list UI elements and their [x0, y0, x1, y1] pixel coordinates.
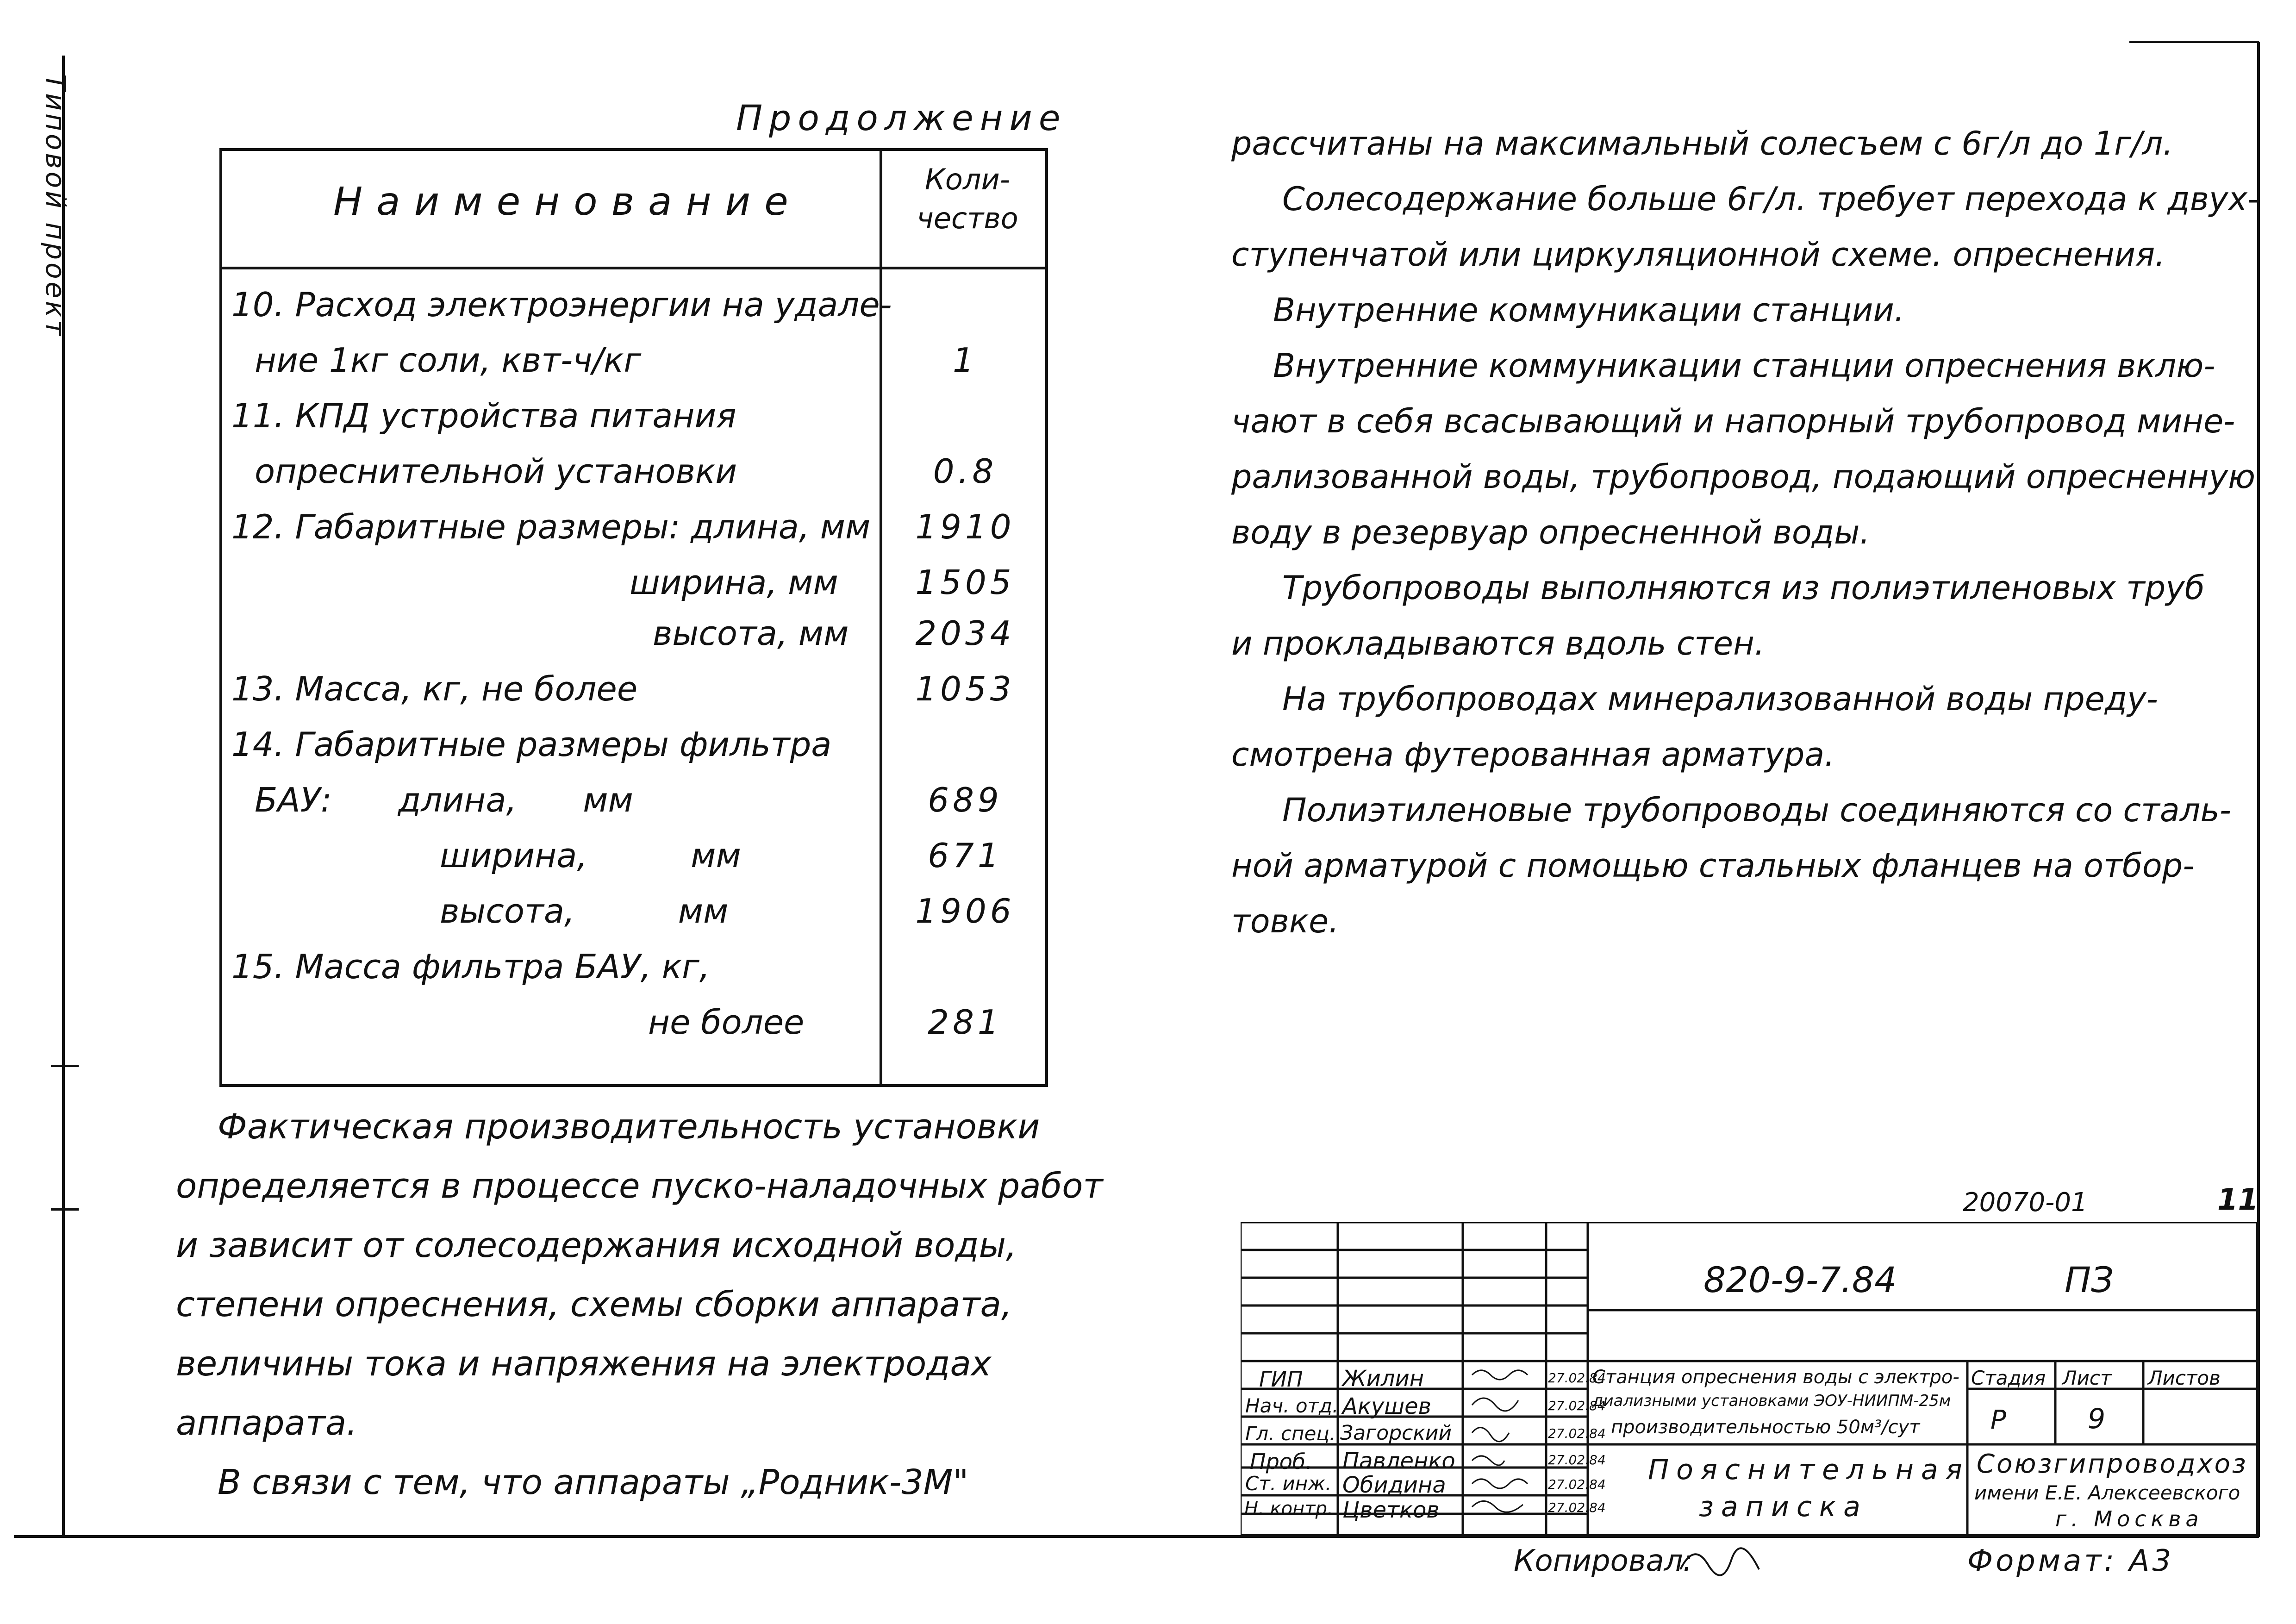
left-paragraph	[176, 1097, 1103, 1512]
spec-qty-12-width: 1505	[915, 563, 1015, 602]
tb-section: ПЗ	[2065, 1259, 2114, 1300]
tb-org-1: Союзгипроводхоз	[1977, 1449, 2248, 1479]
spec-table	[219, 148, 1048, 1087]
side-stamp: Типовой проект	[40, 74, 71, 339]
tb-name-6: Цветков	[1342, 1497, 1440, 1523]
doc-number: 20070-01	[1963, 1187, 2088, 1218]
spec-qty-12-length: 1910	[915, 507, 1015, 546]
tb-date-4: 27.02.84	[1548, 1452, 1606, 1468]
right-line-13: Полиэтиленовые трубопроводы соединяются со сталь-	[1282, 791, 2231, 829]
right-line-7: рализованной воды, трубопровод, подающий опресненную	[1231, 458, 2256, 496]
spec-row-15a: 15. Масса фильтра БАУ, кг,	[231, 947, 710, 986]
spec-row-12-length: 12. Габаритные размеры: длина, мм	[231, 507, 871, 546]
copied-by-label: Копировал:	[1514, 1544, 1693, 1578]
left-para-line-2: определяется в процессе пуско-наладочных работ	[176, 1166, 1103, 1206]
spec-row-12-height: высота, мм	[653, 614, 849, 653]
right-line-6: чают в себя всасывающий и напорный трубопровод мине-	[1231, 402, 2235, 440]
tb-role-2: Нач. отд.	[1245, 1394, 1339, 1417]
tb-name-3: Загорский	[1340, 1421, 1452, 1445]
left-para-line-3: и зависит от солесодержания исходной воды,	[176, 1225, 1017, 1265]
spec-row-14-height: высота, мм	[440, 892, 729, 931]
spec-qty-11: 0.8	[933, 452, 998, 491]
tb-name-1: Жилин	[1342, 1366, 1424, 1392]
spec-row-14: 14. Габаритные размеры фильтра	[231, 725, 832, 764]
tb-date-1: 27.02.84	[1548, 1370, 1606, 1386]
right-line-15: товке.	[1231, 902, 1339, 940]
tb-doc-title-2: записка	[1699, 1491, 1868, 1523]
spec-row-14-length: БАУ: длина, мм	[255, 781, 633, 819]
tb-name-2: Акушев	[1342, 1393, 1431, 1419]
right-line-11: На трубопроводах минерализованной воды преду-	[1282, 680, 2158, 718]
spec-row-15b: не более	[648, 1003, 805, 1042]
sheet-mark: 11	[2217, 1183, 2259, 1217]
right-line-5: Внутренние коммуникации станции опреснения вклю-	[1273, 347, 2215, 385]
right-line-8: воду в резервуар опресненной воды.	[1231, 513, 1870, 551]
spec-qty-10: 1	[953, 341, 978, 380]
tb-org-3: г. Москва	[2055, 1506, 2203, 1531]
margin-tick-2	[51, 1208, 79, 1211]
right-line-14: ной арматурой с помощью стальных фланцев на отбор-	[1231, 847, 2195, 885]
tb-name-4: Павленко	[1342, 1448, 1455, 1474]
right-line-12: смотрена футерованная арматура.	[1231, 736, 1835, 774]
spec-row-10a: 10. Расход электроэнергии на удале-	[231, 285, 892, 324]
spec-qty-12-height: 2034	[915, 614, 1015, 653]
continuation-label: Продолжение	[736, 97, 1067, 138]
tb-date-3: 27.02.84	[1548, 1426, 1606, 1441]
margin-tick-1	[51, 1065, 79, 1067]
right-column-text	[1231, 116, 2259, 949]
tb-project-line-2: диализными установками ЭОУ-НИИПМ-25м	[1592, 1392, 1951, 1410]
left-para-line-7: В связи с тем, что аппараты „Родник-3М"	[218, 1462, 969, 1502]
header-qty-line-1: Коли-	[924, 162, 1011, 196]
left-para-line-4: степени опреснения, схемы сборки аппарата,	[176, 1285, 1012, 1324]
tb-role-1: ГИП	[1259, 1367, 1303, 1392]
tb-project-line-1: Станция опреснения воды с электро-	[1592, 1367, 1959, 1388]
tb-date-6: 27.02.84	[1548, 1500, 1606, 1515]
right-line-4: Внутренние коммуникации станции.	[1273, 291, 1905, 329]
header-separator	[222, 267, 1045, 269]
tb-stage-label: Стадия	[1971, 1367, 2046, 1389]
format-label: Формат: А3	[1967, 1544, 2174, 1578]
left-para-line-1: Фактическая производительность установки	[218, 1107, 1040, 1147]
right-line-2: Солесодержание больше 6г/л. требует перехода к двух-	[1282, 180, 2259, 218]
tb-sheets-label: Листов	[2148, 1367, 2221, 1389]
tb-project-line-3: производительностью 50м³/сут	[1611, 1417, 1920, 1438]
tb-role-4: Проб.	[1250, 1449, 1312, 1474]
title-block	[1241, 1222, 2259, 1537]
header-qty-line-2: чество	[917, 201, 1018, 235]
right-line-10: и прокладываются вдоль стен.	[1231, 625, 1765, 662]
left-para-line-6: аппарата.	[176, 1403, 357, 1443]
tb-doc-title-1: Пояснительная	[1648, 1454, 1970, 1486]
tb-sheet-label: Лист	[2062, 1367, 2112, 1389]
spec-qty-14-length: 689	[928, 781, 1003, 819]
spec-row-14-width: ширина, мм	[440, 836, 741, 875]
tb-role-3: Гл. спец.	[1245, 1422, 1336, 1445]
spec-row-11b: опреснительной установки	[255, 452, 737, 491]
header-qty	[898, 160, 1037, 238]
tb-code: 820-9-7.84	[1703, 1259, 1897, 1300]
tb-role-5: Ст. инж.	[1245, 1472, 1332, 1495]
tb-date-5: 27.02.84	[1548, 1477, 1606, 1492]
spec-qty-14-width: 671	[928, 836, 1003, 875]
right-line-9: Трубопроводы выполняются из полиэтиленовых труб	[1282, 569, 2205, 607]
tb-stage: Р	[1990, 1405, 2006, 1435]
tb-role-6: Н. контр.	[1244, 1498, 1333, 1519]
spec-qty-14-height: 1906	[915, 892, 1015, 931]
header-name: Наименование	[333, 179, 802, 224]
right-line-1: рассчитаны на максимальный солесъем с 6г/л до 1г/л.	[1231, 125, 2173, 162]
right-line-3: ступенчатой или циркуляционной схеме. опреснения.	[1231, 236, 2165, 274]
spec-row-13: 13. Масса, кг, не более	[231, 669, 638, 708]
spec-row-11a: 11. КПД устройства питания	[231, 396, 736, 435]
spec-qty-13: 1053	[915, 669, 1015, 708]
signatures	[1472, 1370, 1528, 1512]
frame-top-right-line	[2129, 41, 2259, 43]
tb-org-2: имени Е.Е. Алексеевского	[1974, 1481, 2240, 1504]
left-para-line-5: величины тока и напряжения на электродах	[176, 1344, 992, 1384]
copied-by-signature	[1676, 1537, 1778, 1583]
spec-qty-15: 281	[928, 1003, 1003, 1042]
spec-row-12-width: ширина, мм	[630, 563, 838, 602]
tb-sheet: 9	[2088, 1403, 2106, 1435]
spec-row-10b: ние 1кг соли, квт-ч/кг	[255, 341, 642, 380]
tb-name-5: Обидина	[1342, 1472, 1446, 1498]
tb-date-2: 27.02.84	[1548, 1398, 1606, 1413]
